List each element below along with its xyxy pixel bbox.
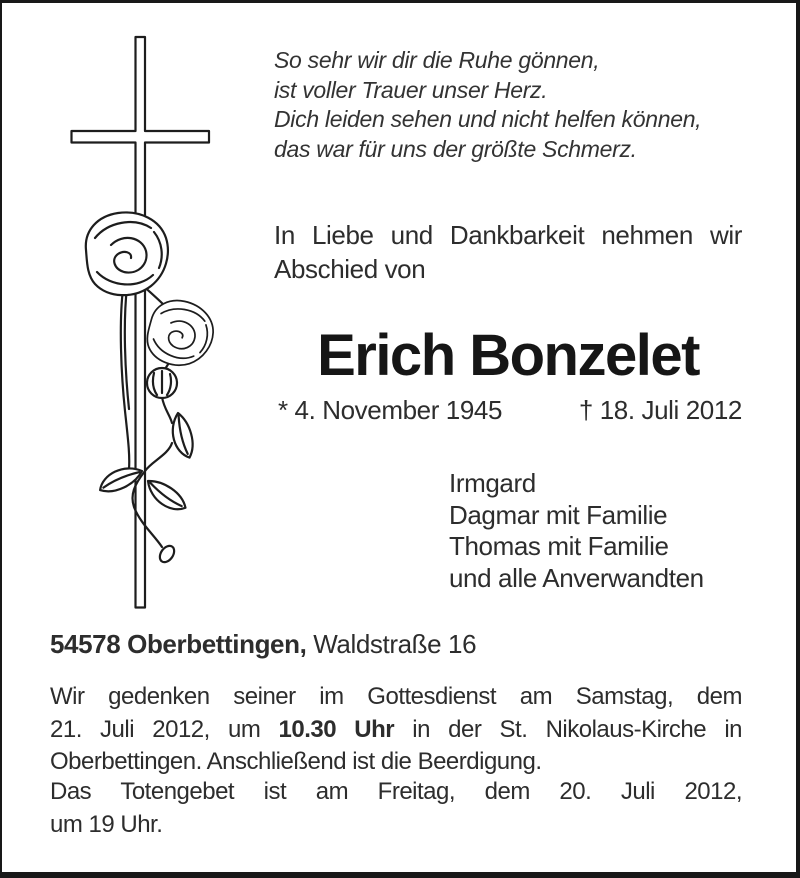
farewell-intro-line: Abschied von (274, 254, 426, 284)
leaf-icon (142, 474, 189, 517)
death-date: † 18. Juli 2012 (578, 395, 742, 425)
rose-icon (139, 292, 221, 374)
farewell-intro (274, 218, 742, 286)
address-city: 54578 Oberbettingen, (50, 629, 307, 659)
service-line-text: 21. Juli 2012, um (50, 715, 279, 743)
poem-line: Dich leiden sehen und nicht helfen können, (274, 106, 702, 132)
totengebet-line: um 19 Uhr. (50, 810, 163, 838)
life-dates (278, 393, 742, 427)
address-line (50, 628, 476, 661)
poem-line: ist voller Trauer unser Herz. (274, 76, 548, 103)
mourner-line: Irmgard (449, 468, 536, 498)
address-street: Waldstraße 16 (306, 629, 477, 659)
service-line: Oberbettingen. Anschließend ist die Beerdigung. (50, 748, 542, 775)
poem-line: das war für uns der größte Schmerz. (274, 135, 637, 162)
totengebet-info (50, 776, 742, 841)
mourner-line: und alle Anverwandten (449, 562, 704, 593)
deceased-name: Erich Bonzelet (317, 323, 699, 388)
totengebet-line: Das Totengebet ist am Freitag, dem 20. Juli 2012, (50, 778, 742, 805)
mourner-line: Thomas mit Familie (449, 531, 669, 561)
service-line-text: in der St. Nikolaus-Kirche in (394, 715, 742, 743)
service-line (50, 714, 742, 747)
farewell-intro-line: In Liebe und Dankbarkeit nehmen wir (274, 220, 742, 250)
cross-and-roses-illustration (2, 3, 262, 623)
memorial-poem (274, 46, 701, 164)
poem-line: So sehr wir dir die Ruhe gönnen, (274, 47, 600, 73)
birth-date: * 4. November 1945 (278, 395, 503, 425)
service-info (50, 681, 742, 779)
mourner-line: Dagmar mit Familie (449, 499, 668, 530)
leaf-icon (169, 411, 196, 460)
service-line: Wir gedenken seiner im Gottesdienst am Samstag, dem (50, 683, 742, 710)
service-time: 10.30 Uhr (278, 715, 395, 743)
mourners-list (449, 468, 704, 594)
rose-icon (86, 212, 168, 295)
